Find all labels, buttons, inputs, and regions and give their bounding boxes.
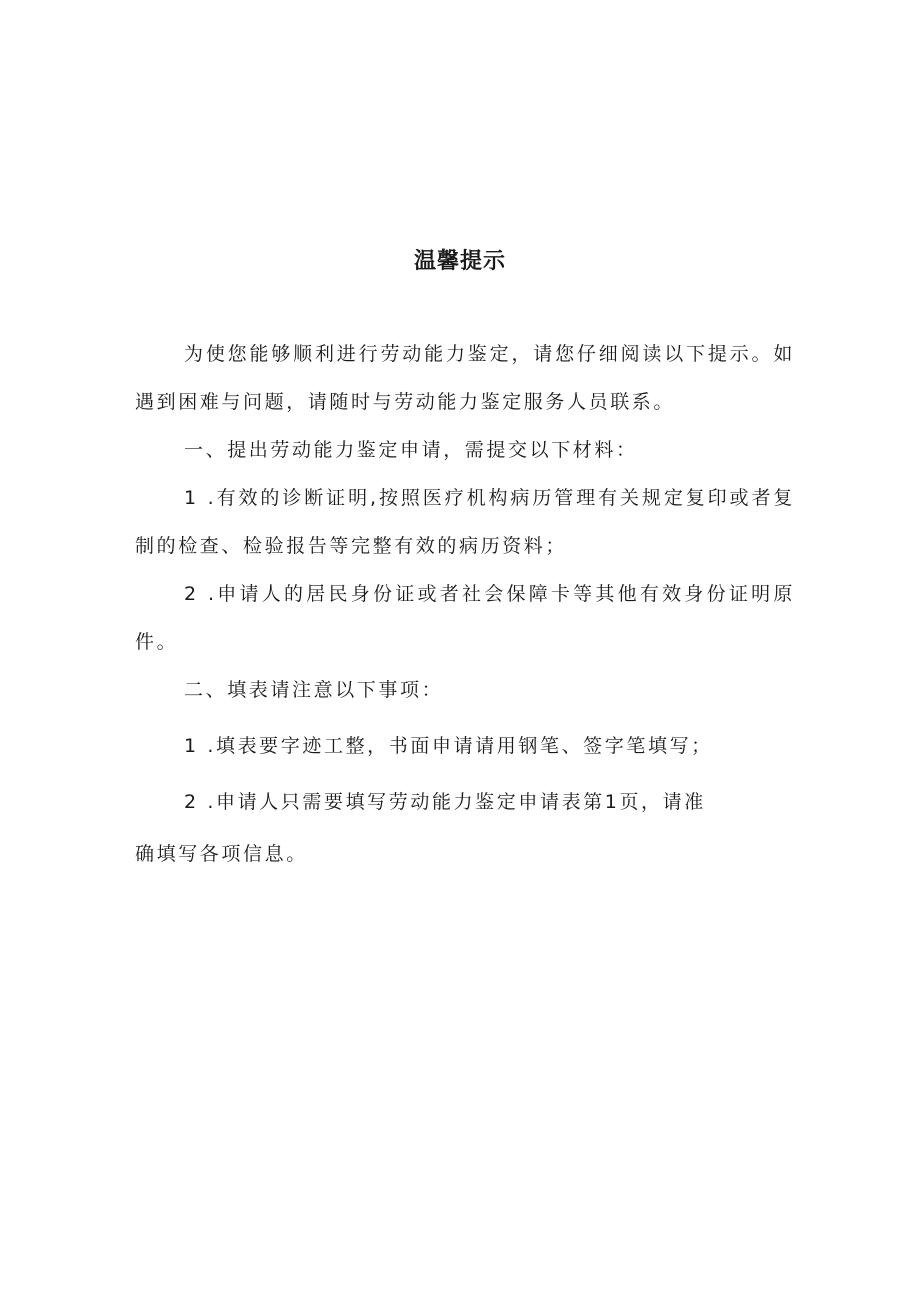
page-title: 温馨提示 bbox=[413, 249, 506, 274]
section-2-item-2-line-1: 2 .申请人只需要填写劳动能力鉴定申请表第1页，请准 bbox=[184, 791, 706, 813]
section-2-item-2-line-2: 确填写各项信息。 bbox=[135, 843, 308, 865]
section-1-item-1: 1 .有效的诊断证明,按照医疗机构病历管理有关规定复印或者复制的检查、检验报告等完整有效的病历资料； bbox=[135, 487, 795, 557]
section-1-item-2: 2 .申请人的居民身份证或者社会保障卡等其他有效身份证明原件。 bbox=[135, 583, 795, 653]
section-2-heading: 二、填表请注意以下事项： bbox=[184, 679, 444, 701]
intro-paragraph: 为使您能够顺利进行劳动能力鉴定，请您仔细阅读以下提示。如遇到困难与问题，请随时与劳动能力鉴定服务人员联系。 bbox=[135, 343, 795, 413]
section-2-item-1: 1 .填表要字迹工整，书面申请请用钢笔、签字笔填写； bbox=[184, 735, 713, 757]
section-1-heading: 一、提出劳动能力鉴定申请，需提交以下材料： bbox=[184, 439, 638, 461]
